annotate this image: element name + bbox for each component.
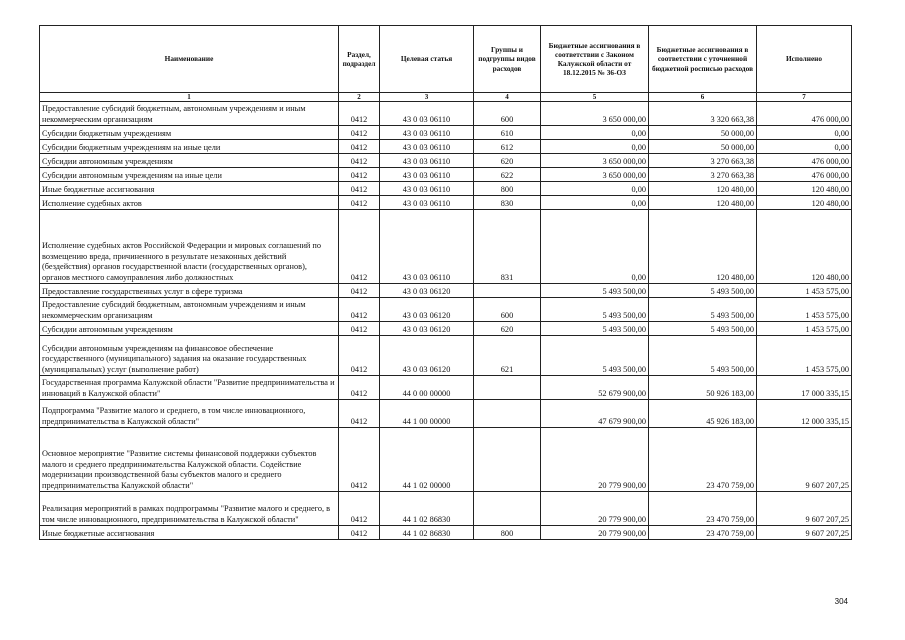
row-refined-amount: 50 000,00 — [649, 140, 757, 154]
row-expense-group: 620 — [474, 154, 541, 168]
page-number: 304 — [834, 597, 848, 606]
row-section: 0412 — [339, 322, 380, 336]
row-refined-amount: 23 470 759,00 — [649, 526, 757, 540]
row-name: Подпрограмма "Развитие малого и среднего, в том числе инновационного, предпринимательства в Калужской области" — [40, 400, 339, 428]
row-executed-amount: 1 453 575,00 — [757, 322, 852, 336]
row-target-article: 44 0 00 00000 — [380, 376, 474, 400]
row-expense-group: 612 — [474, 140, 541, 154]
header-group: Группы и подгруппы видов расходов — [474, 26, 541, 93]
row-name: Исполнение судебных актов — [40, 196, 339, 210]
row-expense-group: 600 — [474, 298, 541, 322]
row-name: Исполнение судебных актов Российской Федерации и мировых соглашений по возмещению вреда, причиненного в результате незаконных действий (бездействия) органов государственной власти (государственных органов), органов местного самоуправления либо должностных — [40, 210, 339, 284]
row-expense-group — [474, 428, 541, 492]
row-target-article: 43 0 03 06120 — [380, 298, 474, 322]
row-expense-group: 830 — [474, 196, 541, 210]
row-name: Иные бюджетные ассигнования — [40, 182, 339, 196]
row-section: 0412 — [339, 126, 380, 140]
row-section: 0412 — [339, 168, 380, 182]
row-executed-amount: 476 000,00 — [757, 154, 852, 168]
row-refined-amount: 23 470 759,00 — [649, 428, 757, 492]
row-executed-amount: 120 480,00 — [757, 196, 852, 210]
row-target-article: 43 0 03 06120 — [380, 284, 474, 298]
table-row — [40, 428, 852, 492]
row-law-amount: 5 493 500,00 — [541, 298, 649, 322]
row-law-amount: 5 493 500,00 — [541, 284, 649, 298]
table-row — [40, 196, 852, 210]
table-row — [40, 400, 852, 428]
row-section: 0412 — [339, 284, 380, 298]
row-executed-amount: 120 480,00 — [757, 182, 852, 196]
header-target: Целевая статья — [380, 26, 474, 93]
row-name: Субсидии автономным учреждениям на иные цели — [40, 168, 339, 182]
row-expense-group — [474, 492, 541, 526]
row-executed-amount: 0,00 — [757, 140, 852, 154]
row-expense-group — [474, 284, 541, 298]
row-name: Субсидии бюджетным учреждениям — [40, 126, 339, 140]
row-executed-amount: 120 480,00 — [757, 210, 852, 284]
budget-table — [39, 25, 852, 540]
row-executed-amount: 476 000,00 — [757, 168, 852, 182]
row-section: 0412 — [339, 140, 380, 154]
row-section: 0412 — [339, 210, 380, 284]
row-law-amount: 3 650 000,00 — [541, 102, 649, 126]
row-refined-amount: 120 480,00 — [649, 196, 757, 210]
row-target-article: 43 0 03 06120 — [380, 336, 474, 376]
row-refined-amount: 5 493 500,00 — [649, 336, 757, 376]
row-name: Иные бюджетные ассигнования — [40, 526, 339, 540]
row-expense-group — [474, 376, 541, 400]
row-section: 0412 — [339, 400, 380, 428]
row-target-article: 43 0 03 06110 — [380, 126, 474, 140]
column-number: 3 — [380, 93, 474, 102]
row-section: 0412 — [339, 492, 380, 526]
row-name: Субсидии автономным учреждениям — [40, 154, 339, 168]
row-law-amount: 5 493 500,00 — [541, 322, 649, 336]
table-row — [40, 526, 852, 540]
column-number: 7 — [757, 93, 852, 102]
table-row — [40, 492, 852, 526]
row-target-article: 43 0 03 06120 — [380, 322, 474, 336]
row-law-amount: 0,00 — [541, 140, 649, 154]
header-name: Наименование — [40, 26, 339, 93]
row-refined-amount: 50 000,00 — [649, 126, 757, 140]
row-target-article: 43 0 03 06110 — [380, 154, 474, 168]
row-expense-group: 600 — [474, 102, 541, 126]
column-number: 1 — [40, 93, 339, 102]
row-name: Основное мероприятие "Развитие системы финансовой поддержки субъектов малого и среднего предпринимательства Калужской области. Содействие модернизации производственной базы субъектов малого и среднего предпринимательства Калужской области" — [40, 428, 339, 492]
row-refined-amount: 5 493 500,00 — [649, 322, 757, 336]
row-section: 0412 — [339, 298, 380, 322]
row-refined-amount: 120 480,00 — [649, 182, 757, 196]
row-law-amount: 3 650 000,00 — [541, 168, 649, 182]
row-law-amount: 52 679 900,00 — [541, 376, 649, 400]
row-executed-amount: 1 453 575,00 — [757, 336, 852, 376]
row-section: 0412 — [339, 428, 380, 492]
row-executed-amount: 0,00 — [757, 126, 852, 140]
table-row — [40, 126, 852, 140]
row-section: 0412 — [339, 102, 380, 126]
row-section: 0412 — [339, 336, 380, 376]
row-name: Государственная программа Калужской области "Развитие предпринимательства и инноваций в Калужской области" — [40, 376, 339, 400]
row-refined-amount: 3 270 663,38 — [649, 154, 757, 168]
row-refined-amount: 3 270 663,38 — [649, 168, 757, 182]
header-refined: Бюджетные ассигнования в соответствии с уточненной бюджетной росписью расходов — [649, 26, 757, 93]
row-target-article: 44 1 02 86830 — [380, 492, 474, 526]
row-executed-amount: 9 607 207,25 — [757, 492, 852, 526]
row-refined-amount: 120 480,00 — [649, 210, 757, 284]
row-executed-amount: 476 000,00 — [757, 102, 852, 126]
row-refined-amount: 23 470 759,00 — [649, 492, 757, 526]
row-name: Предоставление субсидий бюджетным, автономным учреждениям и иным некоммерческим организациям — [40, 102, 339, 126]
row-refined-amount: 50 926 183,00 — [649, 376, 757, 400]
row-name: Реализация мероприятий в рамках подпрограммы "Развитие малого и среднего, в том числе инновационного, предпринимательства в Калужской области" — [40, 492, 339, 526]
row-target-article: 44 1 02 00000 — [380, 428, 474, 492]
table-row — [40, 182, 852, 196]
row-law-amount: 20 779 900,00 — [541, 492, 649, 526]
header-law: Бюджетные ассигнования в соответствии с Законом Калужской области от 18.12.2015 № 36-ОЗ — [541, 26, 649, 93]
row-executed-amount: 1 453 575,00 — [757, 298, 852, 322]
table-row — [40, 154, 852, 168]
row-law-amount: 0,00 — [541, 210, 649, 284]
row-law-amount: 0,00 — [541, 196, 649, 210]
table-row — [40, 140, 852, 154]
row-refined-amount: 3 320 663,38 — [649, 102, 757, 126]
row-executed-amount: 17 000 335,15 — [757, 376, 852, 400]
row-target-article: 44 1 02 86830 — [380, 526, 474, 540]
row-executed-amount: 9 607 207,25 — [757, 526, 852, 540]
table-row — [40, 168, 852, 182]
row-name: Предоставление государственных услуг в сфере туризма — [40, 284, 339, 298]
row-expense-group: 620 — [474, 322, 541, 336]
row-target-article: 43 0 03 06110 — [380, 168, 474, 182]
row-refined-amount: 5 493 500,00 — [649, 298, 757, 322]
row-section: 0412 — [339, 376, 380, 400]
row-law-amount: 47 679 900,00 — [541, 400, 649, 428]
table-row — [40, 210, 852, 284]
column-number: 5 — [541, 93, 649, 102]
row-name: Субсидии бюджетным учреждениям на иные цели — [40, 140, 339, 154]
row-expense-group: 800 — [474, 182, 541, 196]
row-expense-group: 831 — [474, 210, 541, 284]
row-expense-group: 610 — [474, 126, 541, 140]
row-target-article: 43 0 03 06110 — [380, 102, 474, 126]
row-refined-amount: 5 493 500,00 — [649, 284, 757, 298]
row-section: 0412 — [339, 196, 380, 210]
table-row — [40, 376, 852, 400]
row-expense-group: 800 — [474, 526, 541, 540]
column-number: 6 — [649, 93, 757, 102]
row-target-article: 44 1 00 00000 — [380, 400, 474, 428]
row-name: Предоставление субсидий бюджетным, автономным учреждениям и иным некоммерческим организациям — [40, 298, 339, 322]
row-expense-group — [474, 400, 541, 428]
column-number: 4 — [474, 93, 541, 102]
row-executed-amount: 1 453 575,00 — [757, 284, 852, 298]
row-expense-group: 621 — [474, 336, 541, 376]
row-target-article: 43 0 03 06110 — [380, 210, 474, 284]
header-row — [40, 26, 852, 93]
row-target-article: 43 0 03 06110 — [380, 182, 474, 196]
row-executed-amount: 12 000 335,15 — [757, 400, 852, 428]
row-law-amount: 20 779 900,00 — [541, 526, 649, 540]
row-law-amount: 0,00 — [541, 182, 649, 196]
table-row — [40, 322, 852, 336]
row-law-amount: 20 779 900,00 — [541, 428, 649, 492]
row-name: Субсидии автономным учреждениям — [40, 322, 339, 336]
row-target-article: 43 0 03 06110 — [380, 196, 474, 210]
row-target-article: 43 0 03 06110 — [380, 140, 474, 154]
table-row — [40, 284, 852, 298]
column-number-row — [40, 93, 852, 102]
row-law-amount: 5 493 500,00 — [541, 336, 649, 376]
row-section: 0412 — [339, 182, 380, 196]
row-executed-amount: 9 607 207,25 — [757, 428, 852, 492]
header-section: Раздел, подраздел — [339, 26, 380, 93]
table-row — [40, 336, 852, 376]
row-refined-amount: 45 926 183,00 — [649, 400, 757, 428]
row-law-amount: 0,00 — [541, 126, 649, 140]
row-name: Субсидии автономным учреждениям на финансовое обеспечение государственного (муниципального) задания на оказание государственных (муниципальных) услуг (выполнение работ) — [40, 336, 339, 376]
row-section: 0412 — [339, 526, 380, 540]
row-section: 0412 — [339, 154, 380, 168]
row-law-amount: 3 650 000,00 — [541, 154, 649, 168]
table-row — [40, 102, 852, 126]
column-number: 2 — [339, 93, 380, 102]
header-executed: Исполнено — [757, 26, 852, 93]
table-row — [40, 298, 852, 322]
row-expense-group: 622 — [474, 168, 541, 182]
